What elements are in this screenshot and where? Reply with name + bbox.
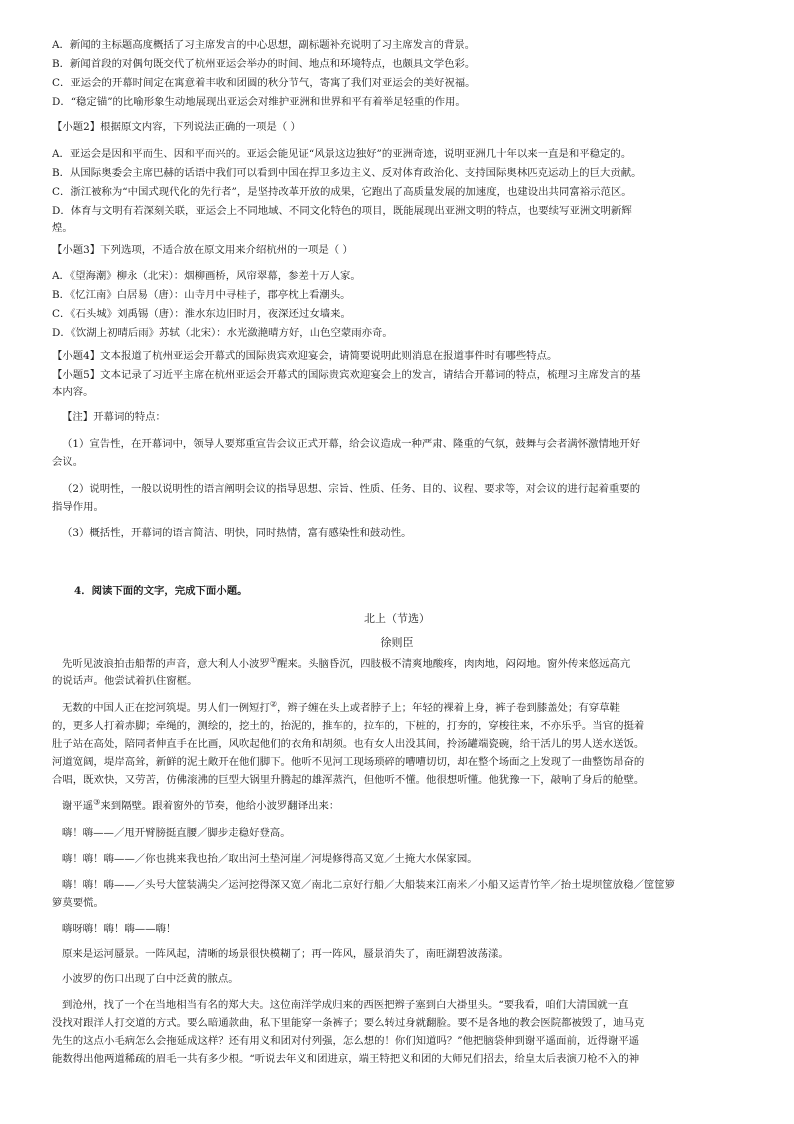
q3-stem: 【小题3】下列选项，不适合放在原文用来介绍杭州的一项是（ ） [52, 244, 353, 256]
q1-option-c: C．亚运会的开幕时间定在寓意着丰收和团圆的秋分节气，寄寓了我们对亚运会的美好祝福。 [52, 77, 476, 89]
q1-option-d: D．“稳定锚”的比喻形象生动地展现出亚运会对维护亚洲和世界和平有着举足轻重的作用。 [52, 96, 466, 108]
song-3-cont: 箩莫要慌。 [52, 897, 104, 909]
q2-option-a: A．亚运会是因和平而生、因和平而兴的。亚运会能见证“风景这边独好”的亚洲奇迹，说明亚洲几十年以来一直是和平稳定的。 [52, 148, 632, 160]
q5-stem: 【小题5】文本记录了习近平主席在杭州亚运会开幕式的国际贵宾欢迎宴会上的发言，请结合开幕词的特点，梳理习主席发言的基 [52, 369, 641, 381]
para-2-line-4: 河道宽阔，堤岸高耸，新鲜的泥土敞开在他们脚下。他听不见河工现场琐碎的嘈嘈切切，却在整个场面之上发现了一曲整饬昂奋的 [52, 756, 645, 768]
footnote-mark-2: ② [269, 701, 277, 709]
para-2-line-5: 合唱，既欢快，又劳苦，仿佛滚沸的巨型大锅里升腾起的雄浑蒸汽，但他听不懂。他很想听懂。他犹豫一下，敲响了身后的舱壁。 [52, 774, 645, 786]
note-item-2: （2）说明性，一般以说明性的语言阐明会议的指导思想、宗旨、性质、任务、目的、议程、要求等，对会议的进行起着重要的 [62, 483, 641, 495]
note-item-1: （1）宣告性，在开幕词中，领导人要郑重宣告会议正式开幕，给会议造成一种严肃、隆重的气氛，鼓舞与会者满怀激情地开好 [62, 438, 641, 450]
para-3: 谢平遥③来到隔壁。跟着窗外的节奏，他给小波罗翻译出来： [62, 799, 340, 812]
q4-stem: 【小题4】文本报道了杭州亚运会开幕式的国际贵宾欢迎宴会，请简要说明此则消息在报道事件时有哪些特点。 [52, 350, 558, 362]
footnote-mark-1: ① [269, 657, 277, 665]
q5-stem-cont: 本内容。 [52, 386, 94, 398]
q1-option-a: A．新闻的主标题高度概括了习主席发言的中心思想，副标题补充说明了习主席发言的背景。 [52, 39, 476, 51]
para-6-line-3: 先生的这点小毛病怎么会拖延成这样？还有用义和团对付列强，怎么想的！你们知道吗？”他把脑袋伸到谢平遥面前，近得谢平遥 [52, 1035, 640, 1047]
q2-option-b: B．从国际奥委会主席巴赫的话语中我们可以看到中国在捍卫多边主义、反对体育政治化、支持国际奥林匹克运动上的巨大贡献。 [52, 167, 642, 179]
para-5: 小波罗的伤口出现了白中泛黄的脓点。 [62, 973, 239, 985]
song-2: 嗨！嗨！嗨——／你也挑来我也抬／取出河土垫河崖／河堤修得高又宽／土掩大水保家园。 [62, 853, 478, 865]
q2-stem: 【小题2】根据原文内容，下列说法正确的一项是（ ） [52, 121, 301, 133]
para-1-line-2: 的说话声。他尝试着扒住窗框。 [52, 675, 198, 687]
note-item-2-cont: 指导作用。 [52, 501, 104, 513]
article-author: 徐则臣 [380, 636, 414, 649]
note-title: 【注】开幕词的特点： [62, 411, 166, 423]
q3-option-b: B．《忆江南》白居易（唐）：山寺月中寻桂子，郡亭枕上看潮头。 [52, 289, 351, 301]
para-2-line-2: 的，更多人打着赤脚；牵绳的，测绘的，挖土的，抬泥的，推车的，拉车的，下桩的，打夯的，穿梭往来，不亦乐乎。当官的挺着 [52, 720, 645, 732]
para-6-line-4: 能数得出他两道稀疏的眉毛一共有多少根。“听说去年义和团进京，端王特把义和团的大师兄们招去，给皇太后表演刀枪不入的神 [52, 1053, 640, 1065]
song-1: 嗨！嗨——／甩开臂膀挺直腰／脚步走稳好登高。 [62, 827, 291, 839]
para-2-line-1: 无数的中国人正在挖河筑堤。男人们一例短打②，辫子缠在头上或者脖子上；年轻的裸着上身，裤子卷到膝盖处；有穿草鞋 [62, 701, 620, 714]
para-2-line-3: 肚子站在高处，陪同者伸直手在比画，风吹起他们的衣角和胡须。也有女人出没其间，拎汤罐端瓷碗，给干活儿的男人送水送饭。 [52, 738, 645, 750]
para-6-line-1: 到沧州，找了一个在当地相当有名的郑大夫。这位南洋学成归来的西医把辫子塞到白大褂里头。“要我看，咱们大清国就一直 [62, 999, 629, 1011]
para-4: 原来是运河蜃景。一阵风起，清晰的场景很快模糊了；再一阵风，蜃景消失了，南旺湖碧波荡漾。 [62, 948, 509, 960]
q3-option-d: D．《饮湖上初晴后雨》苏轼（北宋）：水光潋滟晴方好，山色空蒙雨亦奇。 [52, 327, 393, 339]
section-heading: 4．阅读下面的文字，完成下面小题。 [74, 585, 248, 597]
q1-option-b: B．新闻首段的对偶句既交代了杭州亚运会举办的时间、地点和环境特点，也颇具文学色彩。 [52, 58, 476, 70]
footnote-mark-3: ③ [93, 799, 101, 807]
q3-option-c: C．《石头城》刘禹锡（唐）：淮水东边旧时月，夜深还过女墙来。 [52, 308, 351, 320]
note-item-3: （3）概括性，开幕词的语言简洁、明快，同时热情，富有感染性和鼓动性。 [62, 527, 412, 539]
article-title: 北上（节选） [364, 612, 430, 625]
song-3: 嗨！嗨！嗨——／头号大筐装满尖／运河挖得深又宽／南北二京好行船／大船装来江南米／小船又运青竹竿／抬土堤坝筐放稳／筐筐箩 [62, 879, 676, 891]
para-1-line-1: 先听见波浪拍击船帮的声音，意大利人小波罗①醒来。头脑昏沉，四肢极不清爽地酸疼，肉肉地，闷闷地。窗外传来悠远高亢 [62, 657, 631, 670]
song-4: 嗨呀嗨！嗨！嗨——嗨！ [62, 923, 177, 935]
q3-option-a: A．《望海潮》柳永（北宋）：烟柳画桥，风帘翠幕，参差十万人家。 [52, 270, 361, 282]
q2-option-c: C．浙江被称为“中国式现代化的先行者”，是坚持改革开放的成果，它跑出了高质量发展的加速度，也建设出共同富裕示范区。 [52, 186, 632, 198]
para-6-line-2: 没找对跟洋人打交道的方式。要么暗通款曲，私下里能穿一条裤子；要么转过身就翻脸。要不是各地的教会医院都被毁了，迪马克 [52, 1017, 645, 1029]
q2-option-d-cont: 煌。 [52, 222, 73, 234]
q2-option-d: D．体育与文明有若深刻关联，亚运会上不同地域、不同文化特色的项目，既能展现出亚洲文明的特点，也要续写亚洲文明新辉 [52, 205, 632, 217]
note-item-1-cont: 会议。 [52, 456, 84, 468]
